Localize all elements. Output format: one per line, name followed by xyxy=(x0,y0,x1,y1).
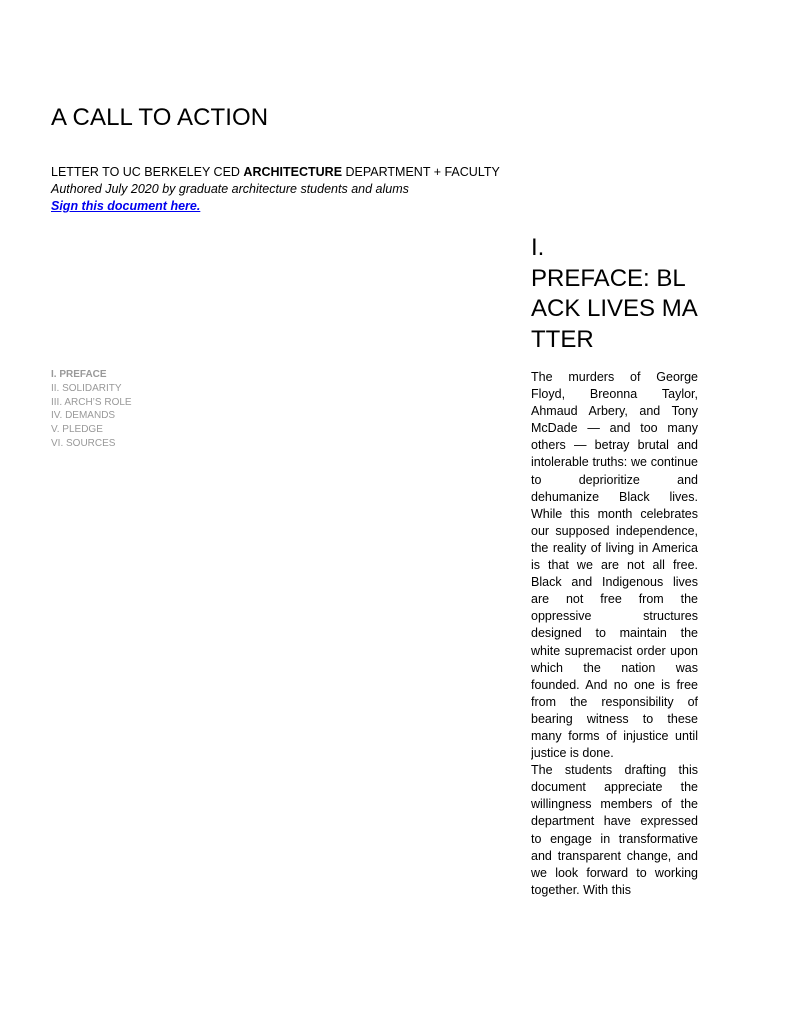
toc-item-archs-role[interactable]: III. ARCH’S ROLE xyxy=(51,396,132,408)
toc-item-preface[interactable]: I. PREFACE xyxy=(51,369,107,380)
toc-item-solidarity[interactable]: II. SOLIDARITY xyxy=(51,382,122,394)
letter-emphasis: ARCHITECTURE xyxy=(243,165,343,179)
body-paragraph: The murders of George Floyd, Breonna Taylor, Ahmaud Arbery, and Tony McDade — and too many others — betray brutal and intolerable truths: we continue to deprioritize and dehumanize Black lives. While this month celebrates our supposed independence, the reality of living in America is that we are not all free. Black and Indigenous lives are not free from the oppressive structures designed to maintain the white supremacist order upon which the nation was founded. And no one is free from the responsibility of bearing witness to these many forms of injustice until justice is done. xyxy=(531,370,698,761)
letter-recipient xyxy=(51,164,500,181)
letter-prefix: LETTER TO UC BERKELEY CED xyxy=(51,165,244,179)
document-meta xyxy=(51,164,500,215)
section-body xyxy=(531,369,698,919)
letter-suffix: DEPARTMENT + FACULTY xyxy=(342,165,500,179)
section-title: PREFACE: BLACK LIVES MATTER xyxy=(531,264,698,353)
table-of-contents xyxy=(51,368,132,451)
toc-item-demands[interactable]: IV. DEMANDS xyxy=(51,410,116,422)
body-paragraph: The students drafting this document appreciate the willingness members of the department have expressed to engage in transformative and transparent change, and we look forward to working together. With this xyxy=(531,763,698,897)
byline: Authored July 2020 by graduate architecture students and alums xyxy=(51,182,409,196)
page-title: A CALL TO ACTION xyxy=(51,104,269,131)
toc-item-sources[interactable]: VI. SOURCES xyxy=(51,437,116,449)
section-number: I. xyxy=(531,234,545,261)
sign-document-link[interactable]: Sign this document here. xyxy=(51,199,201,213)
section-heading xyxy=(531,233,701,355)
toc-item-pledge[interactable]: V. PLEDGE xyxy=(51,424,103,436)
